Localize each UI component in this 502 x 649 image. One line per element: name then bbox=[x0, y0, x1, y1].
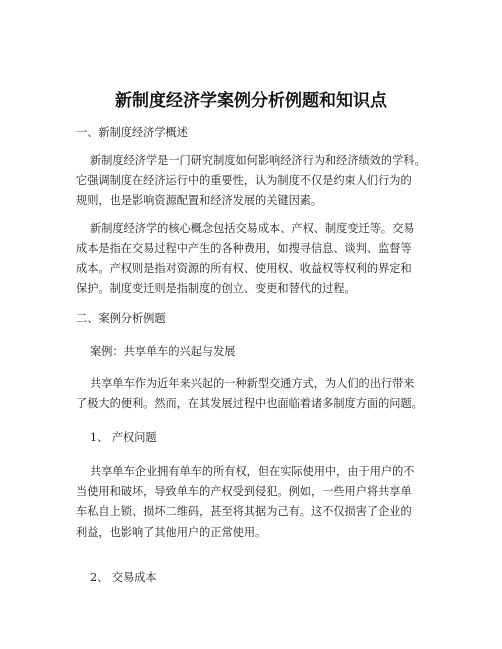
paragraph-line: 当使用和破坏，导致单车的产权受到侵犯。例如，一些用户将共享单 bbox=[76, 485, 412, 498]
case-title: 案例：共享单车的兴起与发展 bbox=[90, 345, 236, 358]
paragraph-line: 成本。产权则是指对资源的所有权、使用权、收益权等权利的界定和 bbox=[76, 262, 412, 275]
paragraph-line: 新制度经济学是一门研究制度如何影响经济行为和经济绩效的学科。 bbox=[90, 154, 426, 167]
paragraph-line: 共享单车作为近年来兴起的一种新型交通方式，为人们的出行带来 bbox=[90, 377, 415, 390]
paragraph-line: 它强调制度在经济运行中的重要性，认为制度不仅是约束人们行为的 bbox=[76, 174, 412, 187]
paragraph-line: 规则，也是影响资源配置和经济发展的关键因素。 bbox=[76, 194, 323, 207]
document-title: 新制度经济学案例分析例题和知识点 bbox=[115, 91, 387, 111]
paragraph-line: 保护。制度变迁则是指制度的创立、变更和替代的过程。 bbox=[76, 282, 356, 295]
paragraph-line: 共享单车企业拥有单车的所有权，但在实际使用中，由于用户的不 bbox=[90, 465, 415, 478]
paragraph-line: 新制度经济学的核心概念包括交易成本、产权、制度变迁等。交易 bbox=[90, 222, 415, 235]
paragraph-line: 成本是指在交易过程中产生的各种费用，如搜寻信息、谈判、监督等 bbox=[76, 242, 412, 255]
paragraph-line: 了极大的便利。然而，在其发展过程中也面临着诸多制度方面的问题。 bbox=[76, 397, 423, 410]
paragraph-line: 车私自上锁、损坏二维码，甚至将其据为己有。这不仅损害了企业的 bbox=[76, 505, 412, 518]
subsection-heading: 2、 交易成本 bbox=[90, 571, 157, 584]
subsection-heading: 1、 产权问题 bbox=[90, 431, 157, 444]
paragraph-line: 利益，也影响了其他用户的正常使用。 bbox=[76, 526, 267, 539]
section-heading: 二、案例分析例题 bbox=[76, 312, 166, 325]
section-heading: 一、新制度经济学概述 bbox=[76, 126, 188, 139]
